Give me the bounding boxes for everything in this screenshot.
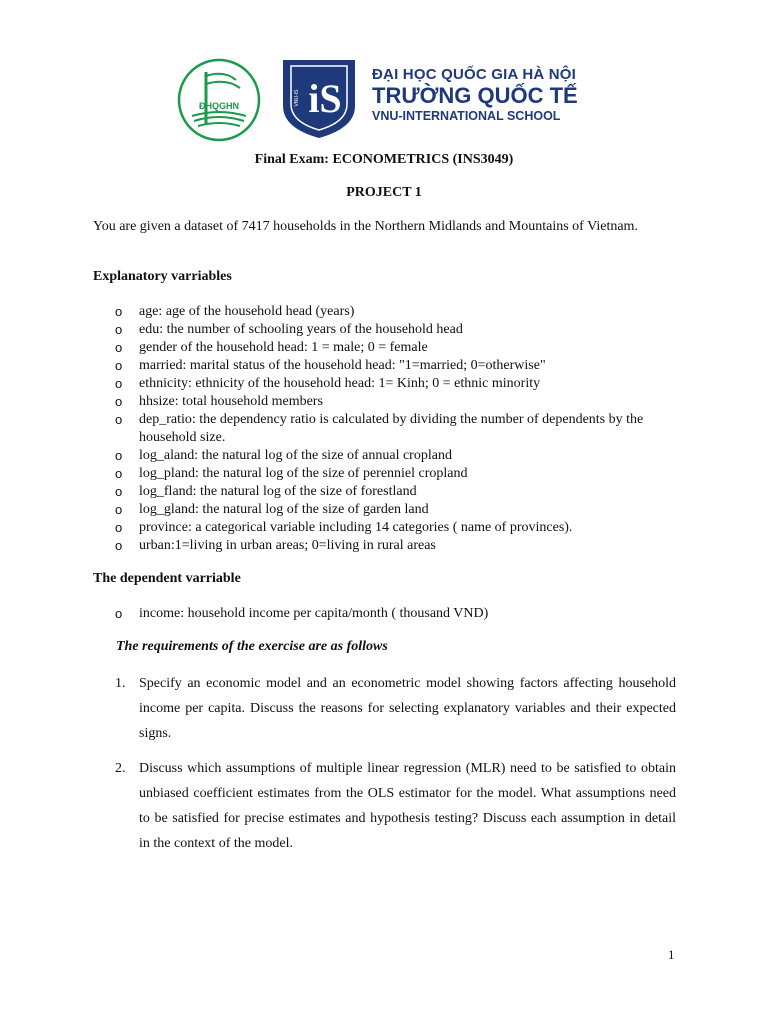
school-name bbox=[372, 66, 578, 124]
bullet-marker: o bbox=[115, 358, 123, 373]
list-item bbox=[115, 411, 676, 447]
list-item bbox=[115, 339, 676, 357]
list-item-text: married: marital status of the household head: "1=married; 0=otherwise" bbox=[139, 358, 546, 373]
list-item-text: gender of the household head: 1 = male; 0 = female bbox=[139, 340, 428, 355]
list-item-text: log_aland: the natural log of the size of annual cropland bbox=[139, 448, 452, 463]
list-item-text: edu: the number of schooling years of the household head bbox=[139, 322, 463, 337]
requirements-heading: The requirements of the exercise are as follows bbox=[116, 639, 388, 654]
bullet-marker: o bbox=[115, 376, 123, 391]
bullet-marker: o bbox=[115, 448, 123, 463]
bullet-marker: o bbox=[115, 502, 123, 517]
list-item-text: income: household income per capita/month ( thousand VND) bbox=[139, 606, 489, 621]
list-item-text: age: age of the household head (years) bbox=[139, 304, 355, 319]
international-school-logo bbox=[281, 58, 357, 140]
list-item bbox=[115, 605, 676, 623]
list-item bbox=[115, 393, 676, 411]
bullet-marker: o bbox=[115, 304, 123, 319]
list-item bbox=[115, 321, 676, 339]
requirements-list-part2 bbox=[115, 756, 676, 856]
list-item-text: ethnicity: ethnicity of the household head: 1= Kinh; 0 = ethnic minority bbox=[139, 376, 541, 391]
list-item-text: log_pland: the natural log of the size of perenniel cropland bbox=[139, 466, 468, 481]
bullet-marker: o bbox=[115, 394, 123, 409]
list-item-text: province: a categorical variable including 14 categories ( name of provinces). bbox=[139, 520, 573, 535]
is-logo-side-text: VNU-IS bbox=[294, 89, 300, 107]
explanatory-variables-heading: Explanatory varriables bbox=[93, 269, 232, 284]
requirements-list-part1 bbox=[115, 671, 676, 746]
requirement-number: 2. bbox=[115, 761, 126, 776]
requirement-text: Discuss which assumptions of multiple linear regression (MLR) need to be satisfied to obtain unbiased coefficient estimates from the OLS estimator for the model. What assumptions need to be satisfied for precise estimates and hypothesis testing? Discuss each assumption in detail in the context of the model. bbox=[139, 761, 676, 851]
is-logo-text: iS bbox=[308, 76, 342, 121]
list-item bbox=[115, 357, 676, 375]
bullet-marker: o bbox=[115, 466, 123, 481]
bullet-marker: o bbox=[115, 606, 123, 621]
list-item bbox=[115, 465, 676, 483]
project-title: PROJECT 1 bbox=[346, 185, 422, 200]
intro-paragraph: You are given a dataset of 7417 households in the Northern Midlands and Mountains of Vietnam. bbox=[93, 219, 638, 234]
list-item bbox=[115, 483, 676, 501]
dependent-variable-list bbox=[115, 605, 676, 623]
list-item bbox=[115, 501, 676, 519]
list-item bbox=[115, 537, 676, 555]
bullet-marker: o bbox=[115, 520, 123, 535]
requirement-item bbox=[115, 671, 676, 746]
requirement-number: 1. bbox=[115, 676, 126, 691]
exam-title: Final Exam: ECONOMETRICS (INS3049) bbox=[254, 152, 514, 167]
list-item bbox=[115, 447, 676, 465]
school-name-line2: TRƯỜNG QUỐC TẾ bbox=[372, 83, 578, 108]
list-item-text: hhsize: total household members bbox=[139, 394, 323, 409]
bullet-marker: o bbox=[115, 412, 123, 427]
list-item bbox=[115, 303, 676, 321]
list-item-text: urban:1=living in urban areas; 0=living in rural areas bbox=[139, 538, 436, 553]
requirement-item bbox=[115, 756, 676, 856]
bullet-marker: o bbox=[115, 484, 123, 499]
bullet-marker: o bbox=[115, 538, 123, 553]
list-item-text: dep_ratio: the dependency ratio is calculated by dividing the number of dependents by the household size. bbox=[139, 412, 644, 445]
list-item-text: log_gland: the natural log of the size of garden land bbox=[139, 502, 429, 517]
requirement-text: Specify an economic model and an econometric model showing factors affecting household income per capita. Discuss the reasons for selecting explanatory variables and their expected signs. bbox=[139, 676, 676, 741]
list-item-text: log_fland: the natural log of the size of forestland bbox=[139, 484, 417, 499]
bullet-marker: o bbox=[115, 322, 123, 337]
vnu-logo-text: ĐHQGHN bbox=[199, 101, 239, 111]
page-number: 1 bbox=[668, 947, 675, 962]
explanatory-variables-list bbox=[115, 303, 676, 555]
dependent-variable-heading: The dependent varriable bbox=[93, 571, 241, 586]
list-item bbox=[115, 519, 676, 537]
school-name-line1: ĐẠI HỌC QUỐC GIA HÀ NỘI bbox=[372, 66, 577, 83]
vnu-logo bbox=[176, 58, 262, 142]
school-name-line3: VNU-INTERNATIONAL SCHOOL bbox=[372, 109, 561, 123]
list-item bbox=[115, 375, 676, 393]
bullet-marker: o bbox=[115, 340, 123, 355]
